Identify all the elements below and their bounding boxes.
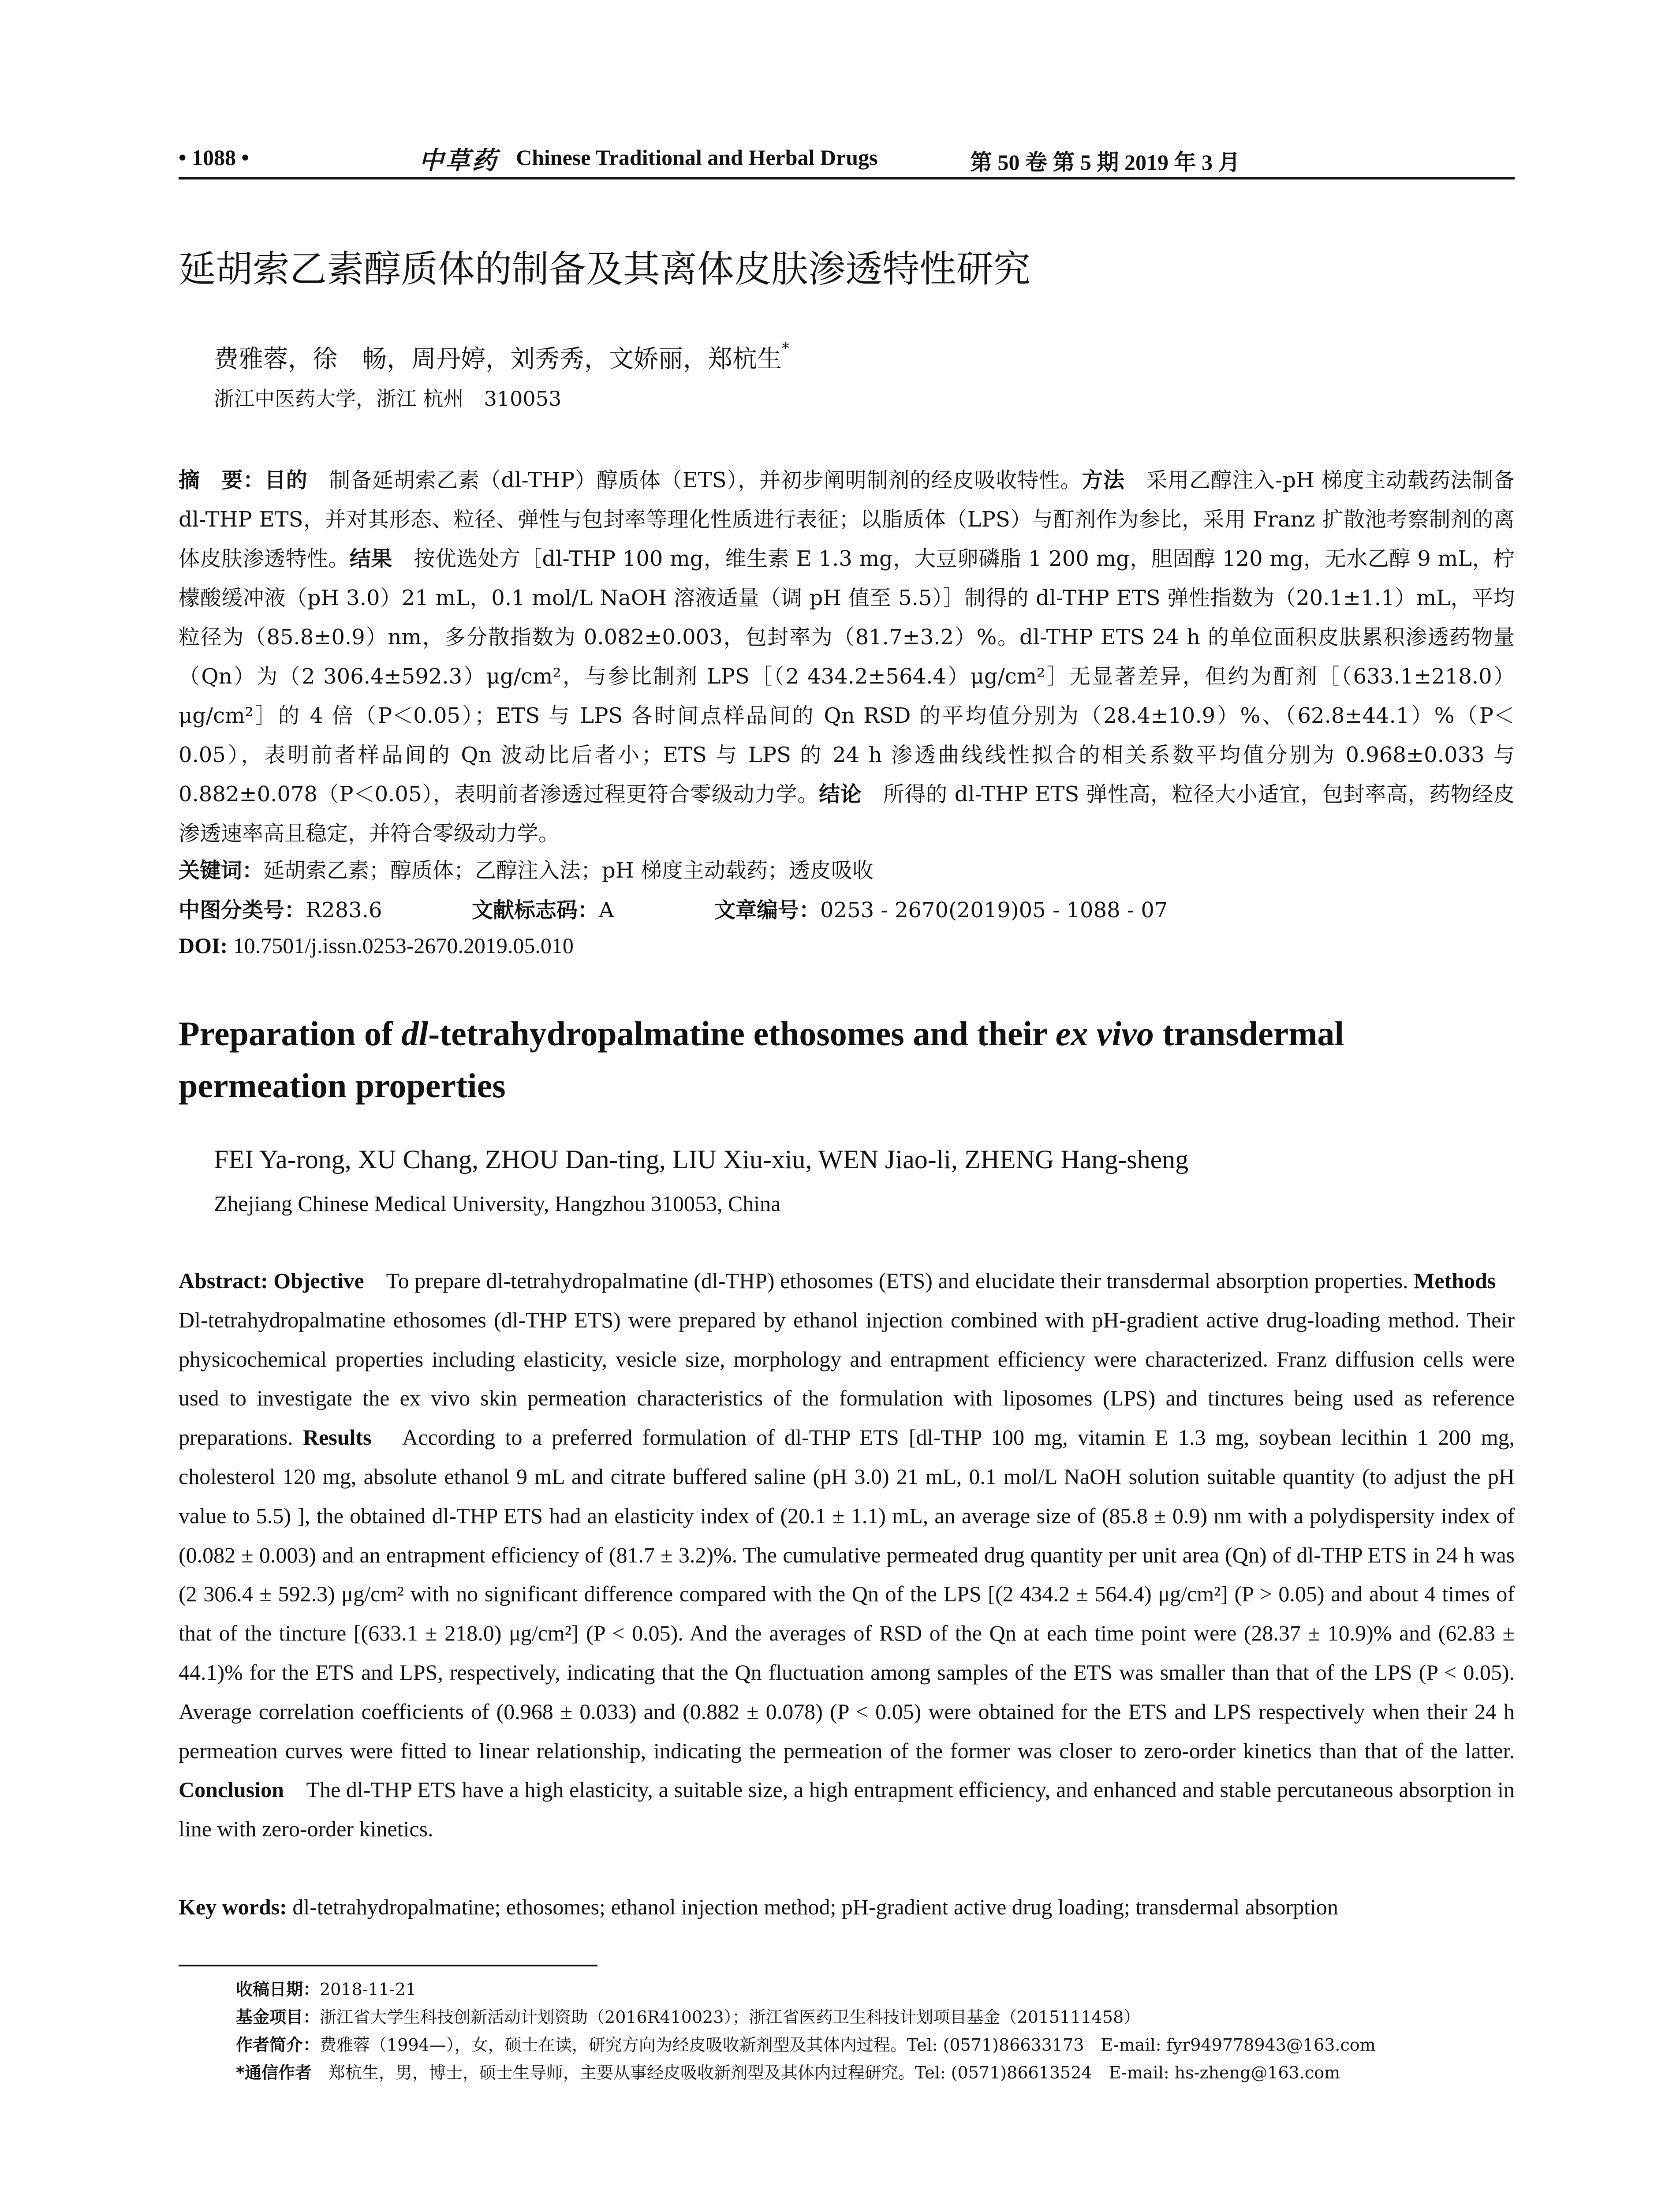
journal-issue: 第 50 卷 第 5 期 2019 年 3 月	[970, 150, 1240, 175]
footnote-label: 收稿日期：	[236, 1980, 320, 1999]
en-title-part: transdermal permeation properties	[179, 1014, 1344, 1105]
clc-field	[179, 893, 382, 923]
en-title	[179, 1008, 1515, 1112]
en-results-label: Results	[302, 1425, 372, 1450]
en-title-part: -tetrahydropalmatine ethosomes and their	[428, 1014, 1056, 1053]
en-keywords-text: dl-tetrahydropalmatine; ethosomes; ethanol injection method; pH-gradient active drug loading; transdermal absorption	[287, 1895, 1338, 1919]
running-header	[179, 141, 1515, 181]
en-conclusion-label: Conclusion	[179, 1777, 284, 1802]
clc-label: 中图分类号：	[179, 898, 306, 923]
doc-code-label: 文献标志码：	[472, 898, 599, 923]
doi-line	[179, 933, 574, 958]
clc-value: R283.6	[306, 898, 382, 923]
footnote-value: 浙江省大学生科技创新活动计划资助（2016R410023）；浙江省医药卫生科技计划项目基金（2015111458）	[320, 2007, 1141, 2027]
cn-title: 延胡索乙素醇质体的制备及其离体皮肤渗透特性研究	[179, 247, 1031, 291]
en-objective-text: To prepare dl-tetrahydropalmatine (dl-THP) ethosomes (ETS) and elucidate their transdermal absorption properties.	[364, 1268, 1408, 1293]
cn-objective-text: 制备延胡索乙素（dl-THP）醇质体（ETS），并初步阐明制剂的经皮吸收特性。	[307, 468, 1082, 493]
cn-objective-label: 目的	[265, 468, 308, 493]
en-methods-label: Methods	[1414, 1268, 1496, 1293]
cn-results-text: 按优选处方［dl-THP 100 mg，维生素 E 1.3 mg，大豆卵磷脂 1 200 mg，胆固醇 120 mg，无水乙醇 9 mL，柠檬酸缓冲液（pH 3.0）21 mL，0.1 mol/L NaOH 溶液适量（调 pH 值至 5.5）］制得的 dl-THP ETS 弹性指数为（20.1±1.1）mL，平均粒径为（85.8±0.9）nm，多分散指数为 0.082±0.003，包封率为（81.7±3.2）%。dl-THP ETS 24 h 的单位面积皮肤累积渗透药物量（Qn）为（2 306.4±592.3）μg/cm²，与参比制剂 LPS［（2 434.2±564.4）μg/cm²］无显著差异，但约为酊剂［（633.1±218.0）μg/cm²］的 4 倍（P＜0.05）；ETS 与 LPS 各时间点样品间的 Qn RSD 的平均值分别为（28.4±10.9）%、（62.8±44.1）%（P＜0.05），表明前者样品间的 Qn 波动比后者小；ETS 与 LPS 的 24 h 渗透曲线线性拟合的相关系数平均值分别为 0.968±0.033 与 0.882±0.078（P＜0.05），表明前者渗透过程更符合零级动力学。	[179, 546, 1515, 807]
article-no-value: 0253 - 2670(2019)05 - 1088 - 07	[820, 898, 1168, 923]
doc-code-field	[472, 893, 614, 923]
footnote-fund	[236, 2003, 1515, 2031]
footnote-rule	[179, 1965, 597, 1966]
en-affiliation: Zhejiang Chinese Medical University, Hangzhou 310053, China	[214, 1191, 781, 1216]
cn-methods-text: 采用乙醇注入-pH 梯度主动载药法制备 dl-THP ETS，并对其形态、粒径、弹性与包封率等理化性质进行表征；以脂质体（LPS）与酊剂作为参比，采用 Franz 扩散池考察制剂的离体皮肤渗透特性。	[179, 468, 1515, 571]
en-authors: FEI Ya-rong, XU Chang, ZHOU Dan-ting, LIU Xiu-xiu, WEN Jiao-li, ZHENG Hang-sheng	[214, 1145, 1189, 1174]
cn-authors	[214, 340, 789, 375]
cn-keywords-label: 关键词：	[179, 858, 264, 883]
article-no-field	[714, 893, 1168, 923]
header-rule	[179, 177, 1515, 179]
en-abstract	[179, 1261, 1518, 1849]
cn-conclusion-text: 所得的 dl-THP ETS 弹性高，粒径大小适宜，包封率高，药物经皮渗透速率高且稳定，并符合零级动力学。	[179, 782, 1515, 846]
en-conclusion-text: The dl-THP ETS have a high elasticity, a suitable size, a high entrapment efficiency, and enhanced and stable percutaneous absorption in line with zero-order kinetics.	[179, 1777, 1515, 1842]
en-abstract-label: Abstract: Objective	[179, 1268, 364, 1293]
footnote-received	[236, 1976, 1515, 2003]
cn-conclusion-label: 结论	[818, 782, 862, 807]
en-methods-text: Dl-tetrahydropalmatine ethosomes (dl-THP ETS) were prepared by ethanol injection combined with pH-gradient active drug-loading method. Their physicochemical properties including elasticity, vesicle size, morphology and entrapment efficiency were characterized. Franz diffusion cells were used to investigate the ex vivo skin permeation characteristics of the formulation with liposomes (LPS) and tinctures being used as reference preparations.	[179, 1268, 1518, 1450]
footnote-label: 作者简介：	[236, 2035, 320, 2055]
en-results-text: According to a preferred formulation of dl-THP ETS [dl-THP 100 mg, vitamin E 1.3 mg, soybean lecithin 1 200 mg, cholesterol 120 mg, absolute ethanol 9 mL and citrate buffered saline (pH 3.0) 21 mL, 0.1 mol/L NaOH solution suitable quantity (to adjust the pH value to 5.5) ], the obtained dl-THP ETS had an elasticity index of (20.1 ± 1.1) mL, an average size of (85.8 ± 0.9) nm with a polydispersity index of (0.082 ± 0.003) and an entrapment efficiency of (81.7 ± 3.2)%. The cumulative permeated drug quantity per unit area (Qn) of dl-THP ETS in 24 h was (2 306.4 ± 592.3) μg/cm² with no significant difference compared with the Qn of the LPS [(2 434.2 ± 564.4) μg/cm²] (P > 0.05) and about 4 times of that of the tincture [(633.1 ± 218.0) μg/cm²] (P < 0.05). And the averages of RSD of the Qn at each time point were (28.37 ± 10.9)% and (62.83 ± 44.1)% for the ETS and LPS, respectively, indicating that the Qn fluctuation among samples of the ETS was smaller than that of the LPS (P < 0.05). Average correlation coefficients of (0.968 ± 0.033) and (0.882 ± 0.078) (P < 0.05) were obtained for the ETS and LPS respectively when their 24 h permeation curves were fitted to linear relationship, indicating the permeation of the former was closer to zero-order kinetics than that of the latter.	[179, 1425, 1515, 1763]
footnotes	[236, 1976, 1515, 2087]
corresponding-mark: *	[782, 340, 789, 357]
article-no-label: 文章编号：	[714, 898, 821, 923]
en-keywords	[179, 1894, 1515, 1920]
footnote-label: 基金项目：	[236, 2007, 320, 2027]
footnote-value: 费雅蓉（1994—），女，硕士在读，研究方向为经皮吸收新剂型及其体内过程。Tel: (0571)86633173 E-mail: fyr949778943@163.com	[320, 2035, 1376, 2055]
cn-keywords	[179, 853, 1515, 884]
en-title-italic: ex vivo	[1055, 1014, 1154, 1053]
cn-abstract-label: 摘 要：	[179, 468, 265, 493]
doi-value[interactable]: 10.7501/j.issn.0253-2670.2019.05.010	[228, 933, 574, 958]
en-title-italic: dl	[401, 1014, 429, 1053]
cn-results-label: 结果	[349, 546, 392, 571]
footnote-value: 郑杭生，男，博士，硕士生导师，主要从事经皮吸收新剂型及其体内过程研究。Tel: (0571)86613524 E-mail: hs-zheng@163.com	[311, 2063, 1340, 2082]
journal-name: Chinese Traditional and Herbal Drugs	[516, 145, 878, 170]
en-keywords-label: Key words:	[179, 1895, 287, 1919]
cn-methods-label: 方法	[1082, 468, 1125, 493]
cn-author-list: 费雅蓉，徐 畅，周丹婷，刘秀秀，文娇丽，郑杭生	[214, 345, 782, 374]
footnote-value: 2018-11-21	[320, 1980, 417, 1999]
en-title-part: Preparation of	[179, 1014, 402, 1053]
cn-keywords-text: 延胡索乙素；醇质体；乙醇注入法；pH 梯度主动载药；透皮吸收	[263, 858, 874, 883]
doi-label: DOI:	[179, 933, 228, 958]
footnote-author	[236, 2031, 1515, 2059]
page-number: • 1088 •	[179, 145, 250, 170]
footnote-corresponding	[236, 2059, 1515, 2087]
journal-logo: 中草药	[419, 146, 498, 175]
cn-affiliation: 浙江中医药大学，浙江 杭州 310053	[214, 387, 562, 411]
article-page	[179, 0, 1518, 2205]
cn-abstract	[179, 461, 1515, 853]
doc-code-value: A	[599, 898, 614, 923]
footnote-label: *通信作者	[236, 2063, 312, 2082]
